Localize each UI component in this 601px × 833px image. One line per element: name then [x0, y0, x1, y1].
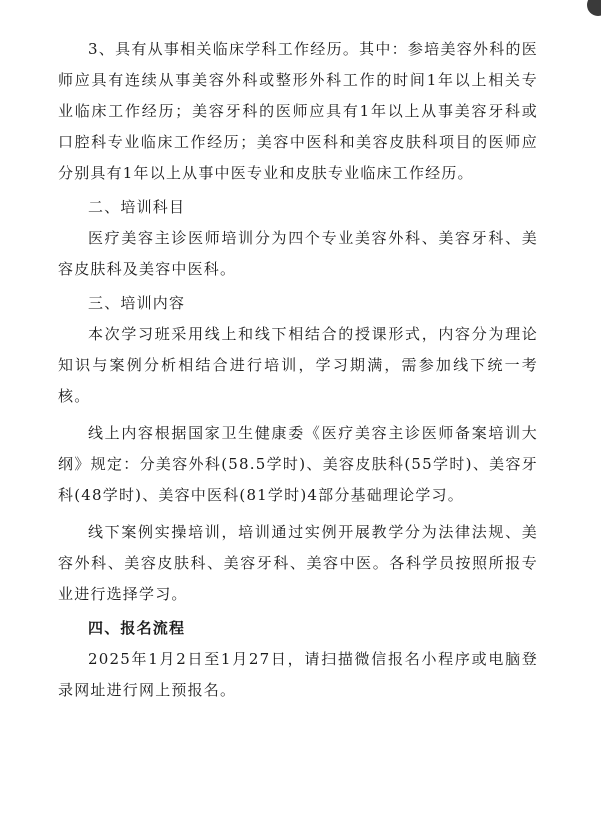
section-heading-training-content: 三、培训内容: [88, 294, 186, 312]
paragraph-training-subjects: 医疗美容主诊医师培训分为四个专业美容外科、美容牙科、美容皮肤科及美容中医科。: [58, 229, 538, 278]
window-corner-control[interactable]: [587, 0, 601, 16]
paragraph-qualification: 3、具有从事相关临床学科工作经历。其中：参培美容外科的医师应具有连续从事美容外科或整形外科工作的时间1年以上相关专业临床工作经历；美容牙科的医师应具有1年以上从事美容牙科或口腔科专业临床工作经历；美容中医科和美容皮肤科项目的医师应分别具有1年以上从事中医专业和皮肤专业临床工作经历。: [58, 40, 538, 182]
paragraph-offline-training: 线下案例实操培训，培训通过实例开展教学分为法律法规、美容外科、美容皮肤科、美容牙科、美容中医。各科学员按照所报专业进行选择学习。: [58, 523, 538, 603]
section-heading-registration: 四、报名流程: [88, 619, 186, 637]
paragraph-registration: 2025年1月2日至1月27日，请扫描微信报名小程序或电脑登录网址进行网上预报名。: [58, 650, 538, 699]
paragraph-online-content: 线上内容根据国家卫生健康委《医疗美容主诊医师备案培训大纲》规定：分美容外科(58.5学时)、美容皮肤科(55学时)、美容牙科(48学时)、美容中医科(81学时)4部分基础理论学习。: [58, 424, 538, 504]
document-content: [58, 34, 538, 706]
section-heading-training-subjects: 二、培训科目: [88, 198, 186, 216]
paragraph-teaching-format: 本次学习班采用线上和线下相结合的授课形式，内容分为理论知识与案例分析相结合进行培训，学习期满，需参加线下统一考核。: [58, 325, 538, 405]
